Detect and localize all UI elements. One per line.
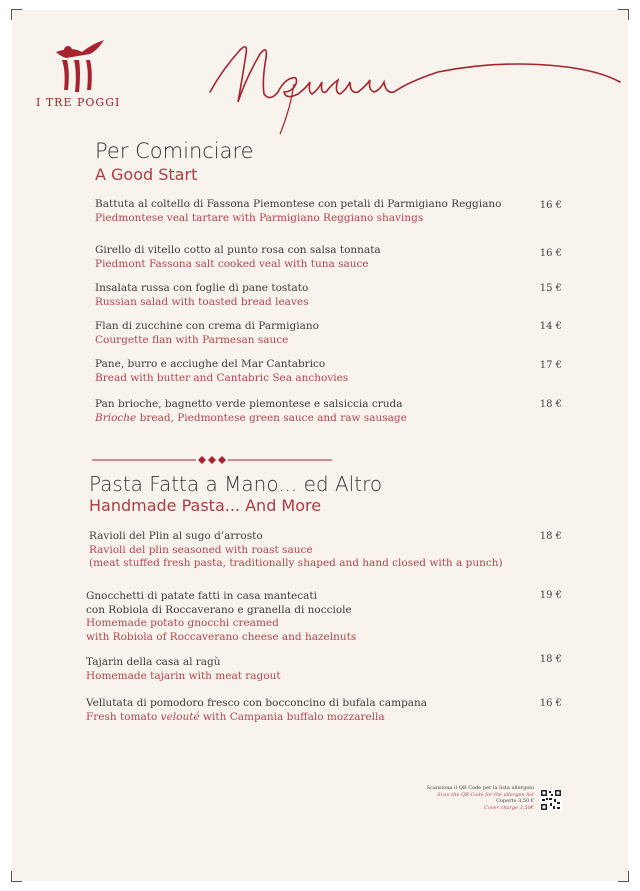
section-subtitle-2: Handmade Pasta... And More	[89, 496, 322, 515]
crop-mark-tr	[618, 9, 629, 20]
item-price: 14 €	[539, 321, 562, 332]
allergen-qr-code-icon[interactable]	[540, 789, 562, 811]
section-subtitle-1: A Good Start	[95, 165, 198, 184]
item-price: 17 €	[539, 360, 562, 371]
menu-item: Flan di zucchine con crema di Parmigiano Courgette flan with Parmesan sauce	[95, 320, 319, 346]
ornament-divider	[92, 454, 332, 466]
menu-item: Gnocchetti di patate fatti in casa mantecati con Robiola di Roccaverano e granella di nocciole Homemade potato gnocchi creamed with Robiola of Roccaverano cheese and hazelnuts	[86, 590, 357, 643]
item-price: 15 €	[539, 283, 562, 294]
section-title-1: Per Cominciare	[95, 139, 254, 163]
menu-item: Battuta al coltello di Fassona Piemontese con petali di Parmigiano Reggiano Piedmontese veal tartare with Parmigiano Reggiano shavings	[95, 198, 502, 224]
menu-item: Ravioli del Plin al sugo d’arrosto Ravioli del plin seasoned with roast sauce (meat stuffed fresh pasta, traditionally shaped and hand closed with a punch)	[89, 530, 503, 569]
menu-script-title	[208, 30, 628, 150]
item-price: 16 €	[539, 698, 562, 709]
brand-name: I TRE POGGI	[36, 96, 121, 109]
menu-item: Pan brioche, bagnetto verde piemontese e salsiccia cruda Brioche bread, Piedmontese green sauce and raw sausage	[95, 398, 407, 424]
menu-item: Girello di vitello cotto al punto rosa con salsa tonnata Piedmont Fassona salt cooked veal with tuna sauce	[95, 244, 381, 270]
menu-item: Insalata russa con foglie di pane tostato Russian salad with toasted bread leaves	[95, 282, 309, 308]
svg-text:Menu: Menu	[208, 30, 211, 31]
crop-mark-br	[618, 871, 629, 882]
poggi-logo-icon	[52, 38, 108, 94]
item-price: 18 €	[539, 654, 562, 665]
item-price: 18 €	[539, 531, 562, 542]
item-price: 16 €	[539, 200, 562, 211]
brand-logo	[36, 38, 136, 109]
item-price: 16 €	[539, 248, 562, 259]
section-title-2: Pasta Fatta a Mano... ed Altro	[89, 472, 383, 496]
menu-item: Pane, burro e acciughe del Mar Cantabrico Bread with butter and Cantabric Sea anchovies	[95, 358, 349, 384]
menu-page	[12, 10, 628, 881]
item-price: 19 €	[539, 590, 562, 601]
menu-item: Vellutata di pomodoro fresco con bocconcino di bufala campana Fresh tomato velouté with Campania buffalo mozzarella	[86, 697, 428, 723]
qr-caption: Scansiona il QR Code per la lista allergeni Scan the QR Code for the allergen list Coperto 3,50 € Cover charge 3,50€	[426, 785, 534, 811]
crop-mark-tl	[11, 9, 22, 20]
menu-item: Tajarin della casa al ragù Homemade tajarin with meat ragout	[86, 656, 281, 682]
item-price: 18 €	[539, 399, 562, 410]
crop-mark-bl	[11, 871, 22, 882]
